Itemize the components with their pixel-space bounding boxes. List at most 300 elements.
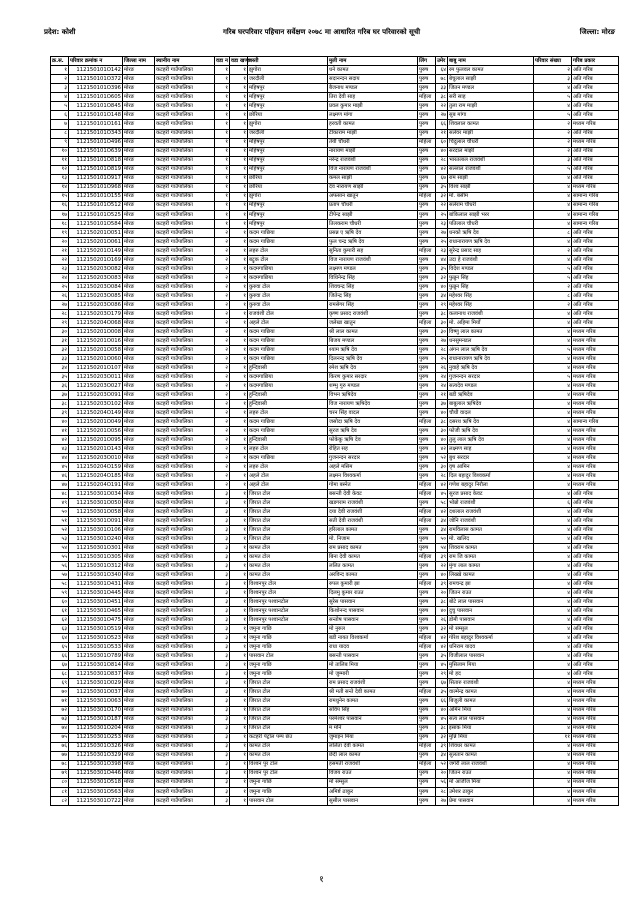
table-cell: महिषपुर <box>248 147 328 156</box>
table-cell: मध्यम गरिब <box>572 796 619 805</box>
table-cell: कटहरी गाउँपालिका <box>155 165 215 174</box>
table-cell: महिषपुर <box>248 84 328 93</box>
table-cell: मोरङ <box>123 607 155 616</box>
table-cell: कटहरी गाउँपालिका <box>155 562 215 571</box>
table-cell: १ <box>230 652 248 661</box>
table-cell: मोरङ <box>123 318 155 327</box>
table-cell: 112150301O091 <box>69 517 123 526</box>
table-cell: १ <box>215 201 230 210</box>
table-cell: मोरङ <box>123 571 155 580</box>
table-cell: डोमी पासवान <box>448 616 534 625</box>
table-cell: गणेश बहादुर निरौला <box>448 481 534 490</box>
table-row <box>51 715 619 724</box>
table-cell: दशलाल राजवंशी <box>448 508 534 517</box>
table-cell: मोरङ <box>123 363 155 372</box>
table-cell: पुरुष <box>418 354 436 363</box>
table-cell: ६७ <box>51 661 69 670</box>
table-cell: चरन सिंह वादल <box>328 408 418 417</box>
table-cell: कामत टोल <box>248 742 328 751</box>
table-cell: अहले टोल <box>248 472 328 481</box>
table-row <box>51 372 619 381</box>
table-cell: शिवधर कामत <box>448 742 534 751</box>
table-cell: १ <box>230 607 248 616</box>
table-cell: बसन्ती देवी केवट <box>328 490 418 499</box>
table-row <box>51 535 619 544</box>
table-cell: १ <box>230 526 248 535</box>
table-cell: ४४ <box>436 255 448 264</box>
column-header: लिंग <box>418 57 436 66</box>
table-cell: मोरङ <box>123 526 155 535</box>
table-cell: पुरुष <box>418 427 436 436</box>
table-cell: ३५ <box>51 372 69 381</box>
table-cell: सुब मांगा <box>448 111 534 120</box>
table-cell: दसरथ ऋषि देव <box>448 418 534 427</box>
table-cell: रुपल कुमारी झा <box>328 580 418 589</box>
table-cell: २० <box>436 769 448 778</box>
table-cell: ३ <box>215 571 230 580</box>
table-cell: बडी नायत विश्वकर्मा <box>328 634 418 643</box>
table-cell: ४ <box>534 219 572 228</box>
table-cell: लहरु टोल <box>248 246 328 255</box>
table-row <box>51 210 619 219</box>
table-cell: ४२ <box>436 445 448 454</box>
table-row <box>51 102 619 111</box>
table-cell: ४० <box>436 282 448 291</box>
table-cell: ३ <box>215 616 230 625</box>
table-cell: १ <box>230 661 248 670</box>
table-cell: मध्यम गरिब <box>572 427 619 436</box>
table-cell: ३ <box>215 535 230 544</box>
table-cell: ३३ <box>436 84 448 93</box>
table-cell: ४ <box>534 327 572 336</box>
table-cell: कदम गाछिया <box>248 427 328 436</box>
table-cell: १ <box>230 183 248 192</box>
table-cell: पुरुष <box>418 264 436 273</box>
table-cell: १ <box>230 787 248 796</box>
table-cell: ३ <box>215 787 230 796</box>
table-cell: शम्भु गुरु मण्डल <box>328 381 418 390</box>
table-cell: अति गरिब <box>572 66 619 75</box>
table-cell: ६६ <box>436 120 448 129</box>
table-cell: लिख्खे कामत <box>448 571 534 580</box>
table-cell: २ <box>534 300 572 309</box>
table-cell: १ <box>230 706 248 715</box>
table-cell: बोटे लाल पासवान <box>448 598 534 607</box>
table-cell: पुरुष <box>418 390 436 399</box>
table-cell: ३८ <box>436 418 448 427</box>
table-cell: जमुना गाछि <box>248 643 328 652</box>
table-cell: विश्वनपुर पश्वानटोल <box>248 598 328 607</box>
table-cell: मध्यम गरिब <box>572 472 619 481</box>
table-cell: 112150201O095 <box>69 436 123 445</box>
table-cell: खडगराम राजवंशी <box>328 499 418 508</box>
table-cell: ५ <box>534 264 572 273</box>
table-cell: तिरा देवी साह <box>328 93 418 102</box>
table-cell: ३० <box>436 427 448 436</box>
table-cell: २ <box>215 454 230 463</box>
table-cell: २ <box>215 381 230 390</box>
table-cell: दुचु पासवान <box>448 607 534 616</box>
table-cell: राम प्रसाद राजवंशी <box>328 679 418 688</box>
table-cell: मोरङ <box>123 751 155 760</box>
table-cell: 112150101O525 <box>69 210 123 219</box>
table-cell: ३० <box>436 318 448 327</box>
table-cell: जमुना गाछि <box>248 661 328 670</box>
table-cell: १ <box>215 93 230 102</box>
table-cell: चिदुलाल चौधरी <box>448 138 534 147</box>
table-cell: 112150203O179 <box>69 309 123 318</box>
table-cell: ४ <box>534 445 572 454</box>
table-cell: सत्य लाल पासवान <box>448 715 534 724</box>
table-row <box>51 463 619 472</box>
table-row <box>51 787 619 796</box>
table-cell: ४८ <box>51 490 69 499</box>
table-cell: २९ <box>51 318 69 327</box>
table-cell: ४ <box>534 436 572 445</box>
table-cell: ७१ <box>51 697 69 706</box>
table-cell: बिजय मण्डल <box>328 336 418 345</box>
table-cell: ४ <box>534 553 572 562</box>
table-cell: ५ <box>534 273 572 282</box>
table-cell: ४ <box>534 174 572 183</box>
table-row <box>51 183 619 192</box>
table-cell: अति गरिब <box>572 156 619 165</box>
table-cell: ३३ <box>51 354 69 363</box>
table-cell: अति गरिब <box>572 309 619 318</box>
table-cell: १ <box>230 769 248 778</box>
table-cell: गुजनन्दन सरदार <box>448 372 534 381</box>
table-cell: ५ <box>534 345 572 354</box>
table-cell: मोरङ <box>123 345 155 354</box>
table-cell: अरविन्द कामत <box>328 571 418 580</box>
table-cell: अति गरिब <box>572 111 619 120</box>
column-header: स्थानीय नाम <box>155 57 215 66</box>
table-cell: १ <box>230 598 248 607</box>
table-cell: ४ <box>534 210 572 219</box>
table-cell: मध्यम गरिब <box>572 760 619 769</box>
table-cell: कटहरी गाउँपालिका <box>155 634 215 643</box>
table-cell: ४ <box>534 697 572 706</box>
table-cell: ६ <box>534 499 572 508</box>
table-cell: अति गरिब <box>572 652 619 661</box>
table-cell: मध्यम गरिब <box>572 724 619 733</box>
table-cell: ३ <box>215 499 230 508</box>
table-row <box>51 607 619 616</box>
table-cell: २१ <box>436 390 448 399</box>
table-cell: ३० <box>436 463 448 472</box>
table-cell: ४ <box>534 580 572 589</box>
table-cell: १ <box>230 336 248 345</box>
table-cell: जमुना गाछि <box>248 787 328 796</box>
table-cell: ६९ <box>51 679 69 688</box>
table-cell: १ <box>230 490 248 499</box>
table-cell: २८ <box>436 787 448 796</box>
table-cell: १ <box>230 165 248 174</box>
table-cell: सुरेन्द्र प्रसाद साह <box>448 246 534 255</box>
table-cell: ४ <box>534 192 572 201</box>
table-cell: 112150301O305 <box>69 553 123 562</box>
table-cell: ५२ <box>51 526 69 535</box>
table-cell: ६३ <box>51 625 69 634</box>
table-cell: कटहरी गाउँपालिका <box>155 787 215 796</box>
table-cell: 112150301O533 <box>69 643 123 652</box>
table-cell: कटहरी गाउँपालिका <box>155 508 215 517</box>
table-cell: 112150101O917 <box>69 174 123 183</box>
table-cell: ९ <box>51 138 69 147</box>
table-cell: 112150301O475 <box>69 616 123 625</box>
table-cell: राम जि कामत <box>448 553 534 562</box>
table-cell: ६७ <box>436 679 448 688</box>
document-title: गरिब घरपरिवार पहिचान सर्वेक्षण २०७८ मा आधारित गरिब घर परिवारको सूची <box>222 28 421 36</box>
table-cell: 112150201O169 <box>69 255 123 264</box>
table-cell: २२ <box>436 201 448 210</box>
table-cell: पुरुष <box>418 309 436 318</box>
table-cell: फुल चन्द्र ऋषि देव <box>328 237 418 246</box>
table-cell: श्याम ऋषि देव <box>328 345 418 354</box>
table-cell: कदमगाछिया <box>248 372 328 381</box>
table-cell: दया देवी राजवंशी <box>328 508 418 517</box>
table-cell: १ <box>230 634 248 643</box>
table-cell: महिला <box>418 418 436 427</box>
table-cell: अति गरिब <box>572 670 619 679</box>
table-cell: १ <box>230 796 248 805</box>
table-cell: पुरुष <box>418 381 436 390</box>
table-cell: कटहरी गाउँपालिका <box>155 670 215 679</box>
table-cell: २ <box>215 472 230 481</box>
table-cell: ४ <box>534 390 572 399</box>
table-cell: कदम गाछिया <box>248 237 328 246</box>
table-cell: ३ <box>215 544 230 553</box>
table-cell: ३ <box>215 778 230 787</box>
table-cell: ४ <box>534 508 572 517</box>
table-cell: ७४ <box>51 724 69 733</box>
table-cell: ७६ <box>51 742 69 751</box>
table-cell: २२ <box>436 562 448 571</box>
table-cell: 112150101O496 <box>69 138 123 147</box>
table-cell: ३ <box>215 652 230 661</box>
table-cell: मोरङ <box>123 778 155 787</box>
table-cell: मध्यम गरिब <box>572 688 619 697</box>
table-cell: पुरुष <box>418 445 436 454</box>
table-cell: २२ <box>436 102 448 111</box>
table-cell: मोरङ <box>123 309 155 318</box>
table-cell: विश्वन पुर टोल <box>248 760 328 769</box>
table-body <box>51 66 619 805</box>
table-cell: ८० <box>51 778 69 787</box>
table-cell: कलानाथ राजवंशी <box>448 309 534 318</box>
table-cell: 112150101O155 <box>69 192 123 201</box>
table-cell: मोरङ <box>123 679 155 688</box>
table-cell: 112150301O837 <box>69 670 123 679</box>
table-cell: ३४ <box>436 526 448 535</box>
table-cell: ४ <box>534 670 572 679</box>
table-cell: मोरङ <box>123 192 155 201</box>
table-cell: १ <box>230 129 248 138</box>
table-cell: राधा यादव <box>328 643 418 652</box>
table-cell: सुसील पासवान <box>328 796 418 805</box>
table-cell: २ <box>215 300 230 309</box>
table-cell: पुरुष <box>418 282 436 291</box>
table-cell: ३७ <box>51 390 69 399</box>
table-cell: पतिलाल चौधरी <box>448 219 534 228</box>
table-cell: मध्यम गरिब <box>572 345 619 354</box>
table-cell: 112150301O037 <box>69 688 123 697</box>
column-header: क्र.स. <box>51 57 69 66</box>
table-cell: मोरङ <box>123 255 155 264</box>
table-cell: १ <box>230 246 248 255</box>
table-cell: ३ <box>215 706 230 715</box>
table-cell: बिजुली कामत <box>448 697 534 706</box>
table-cell: कटहरी गाउँपालिका <box>155 643 215 652</box>
table-cell: १ <box>230 427 248 436</box>
table-cell: १ <box>230 742 248 751</box>
table-cell: कटहरी गाउँपालिका <box>155 751 215 760</box>
table-cell: विदेश मण्डल <box>448 264 534 273</box>
table-cell: बुथ सरदार <box>448 454 534 463</box>
column-header: परिवार क्रमांक न <box>69 57 123 66</box>
table-cell: ५ <box>51 102 69 111</box>
table-row <box>51 282 619 291</box>
table-cell: कटहरी गाउँपालिका <box>155 66 215 75</box>
table-cell: २ <box>534 66 572 75</box>
table-cell: अति गरिब <box>572 580 619 589</box>
table-cell: ४ <box>534 778 572 787</box>
table-cell: ५३ <box>51 535 69 544</box>
table-cell: २४ <box>436 381 448 390</box>
table-cell: महिला <box>418 688 436 697</box>
table-cell: २ <box>215 363 230 372</box>
table-cell: ३८ <box>436 93 448 102</box>
table-cell: पुरुष <box>418 526 436 535</box>
household-table <box>50 56 619 806</box>
table-cell: ४ <box>534 481 572 490</box>
table-cell: मोरङ <box>123 490 155 499</box>
table-cell: १ <box>215 66 230 75</box>
table-cell: महिषपुर <box>248 156 328 165</box>
table-cell: ५२ <box>436 454 448 463</box>
table-cell: सरी साह <box>448 93 534 102</box>
table-row <box>51 526 619 535</box>
table-cell: ५० <box>436 535 448 544</box>
table-cell: कटहरी गाउँपालिका <box>155 147 215 156</box>
table-cell: १ <box>215 192 230 201</box>
table-cell: हरवती कामत <box>328 120 418 129</box>
table-cell: 112150201O107 <box>69 363 123 372</box>
table-cell: २ <box>215 282 230 291</box>
table-cell: 112150301O240 <box>69 535 123 544</box>
table-cell: 112150301O187 <box>69 715 123 724</box>
table-cell: महिला <box>418 93 436 102</box>
table-cell: 112150203O011 <box>69 372 123 381</box>
table-cell: पुरुष <box>418 336 436 345</box>
table-cell: १९ <box>51 228 69 237</box>
table-cell: जिरात टोल <box>248 715 328 724</box>
table-cell: १ <box>230 778 248 787</box>
table-cell: सामान्य गरिब <box>572 219 619 228</box>
table-cell: झुगोरा <box>248 120 328 129</box>
table-cell: ३२ <box>436 625 448 634</box>
table-cell: १ <box>230 282 248 291</box>
table-cell: ४ <box>534 183 572 192</box>
table-cell: ४ <box>534 418 572 427</box>
table-cell: कटहरी गाउँपालिका <box>155 778 215 787</box>
table-cell: २८ <box>436 345 448 354</box>
table-cell: रामविलास कामत <box>448 526 534 535</box>
table-cell: राम साझी <box>448 174 534 183</box>
table-cell: २० <box>436 589 448 598</box>
column-header: बस्ती <box>248 57 328 66</box>
column-header: उमेर <box>436 57 448 66</box>
table-cell: श्री लाल कामत <box>328 327 418 336</box>
table-cell: महिषपुर <box>248 210 328 219</box>
table-cell: १ <box>215 75 230 84</box>
table-cell: ५७ <box>51 571 69 580</box>
table-cell: ३ <box>215 760 230 769</box>
table-row <box>51 318 619 327</box>
table-cell: पुरुष <box>418 436 436 445</box>
table-cell: लक्ष्मण मांगा <box>328 111 418 120</box>
table-cell: ३९ <box>51 408 69 417</box>
table-cell: 112150203O027 <box>69 381 123 390</box>
table-row <box>51 129 619 138</box>
table-cell: 112150201O056 <box>69 427 123 436</box>
table-cell: मोरङ <box>123 84 155 93</box>
table-cell: विश्वनपुर पश्वानटोल <box>248 607 328 616</box>
table-cell: पुरुष <box>418 408 436 417</box>
table-cell: महिला <box>418 517 436 526</box>
table-cell: कदमगाछिया <box>248 273 328 282</box>
table-cell: ३९ <box>436 742 448 751</box>
table-row <box>51 399 619 408</box>
table-cell: १६ <box>51 201 69 210</box>
table-cell: 112150201O049 <box>69 418 123 427</box>
table-cell: ३८ <box>436 724 448 733</box>
table-row <box>51 246 619 255</box>
table-row <box>51 508 619 517</box>
table-cell: २१ <box>436 129 448 138</box>
table-cell: ४२ <box>436 165 448 174</box>
table-cell: सुरज ऋषि देव <box>328 427 418 436</box>
table-cell: हुन्दिवासी <box>248 399 328 408</box>
table-cell: २ <box>215 273 230 282</box>
table-cell: महिषपुर <box>248 201 328 210</box>
table-cell: अति गरिब <box>572 517 619 526</box>
table-cell: जितन मण्डल <box>448 84 534 93</box>
table-cell: मोरङ <box>123 291 155 300</box>
table-cell: कटहरी गाउँपालिका <box>155 544 215 553</box>
table-cell: मोरङ <box>123 643 155 652</box>
table-cell: १ <box>230 436 248 445</box>
table-cell: ३ <box>215 733 230 742</box>
table-cell: 112150203O091 <box>69 390 123 399</box>
table-cell: १ <box>230 363 248 372</box>
table-cell: मोरङ <box>123 463 155 472</box>
table-cell: पुरुष <box>418 535 436 544</box>
table-cell: २ <box>534 120 572 129</box>
table-cell: ३ <box>215 580 230 589</box>
document-header <box>0 26 643 40</box>
table-cell: लहरु टोल <box>248 463 328 472</box>
table-cell: मध्यम गरिब <box>572 381 619 390</box>
table-cell: २ <box>534 138 572 147</box>
table-cell: पुरुष <box>418 463 436 472</box>
table-cell: ३ <box>215 625 230 634</box>
table-cell: विज नारायण ऋषिदेव <box>328 399 418 408</box>
table-cell: मोरङ <box>123 246 155 255</box>
table-cell: 112150301O301 <box>69 544 123 553</box>
table-cell: कटहरी गाउँपालिका <box>155 129 215 138</box>
table-cell: २४ <box>51 273 69 282</box>
